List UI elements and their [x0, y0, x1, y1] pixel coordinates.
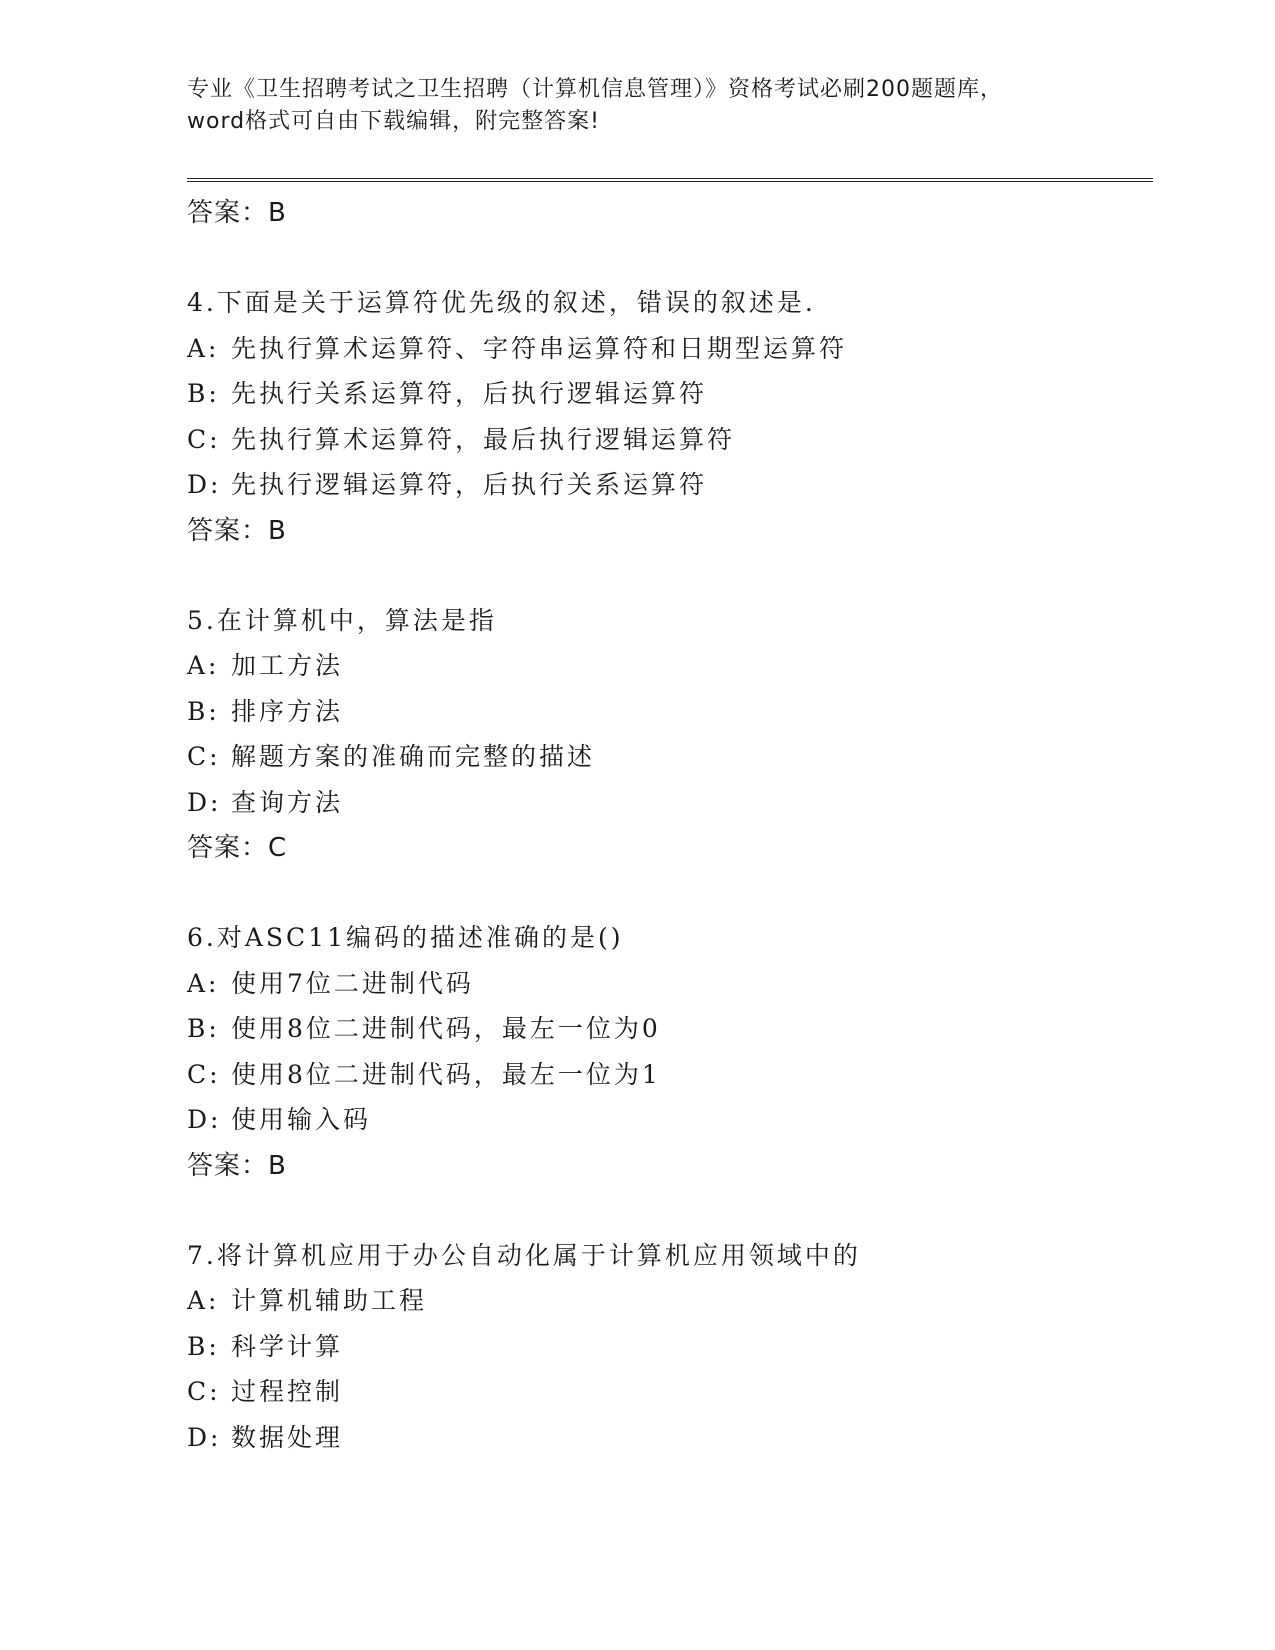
- option-text: 使用7位二进制代码: [231, 968, 474, 998]
- option-c: [187, 734, 1147, 780]
- option-text: 解题方案的准确而完整的描述: [231, 742, 596, 771]
- option-letter: A:: [187, 651, 220, 680]
- option-text: 先执行算术运算符、字符串运算符和日期型运算符: [231, 333, 848, 363]
- option-letter: B:: [187, 379, 220, 408]
- option-letter: A:: [187, 968, 220, 998]
- option-c: [187, 417, 1147, 463]
- question-7: [187, 1233, 1147, 1461]
- option-text: 排序方法: [231, 696, 344, 726]
- option-letter: D:: [187, 470, 222, 499]
- option-a: [187, 643, 1147, 689]
- option-letter: C:: [187, 424, 221, 454]
- option-letter: D:: [187, 1105, 222, 1134]
- option-letter: C:: [187, 1377, 221, 1406]
- question-4: [187, 280, 1147, 554]
- option-letter: D:: [187, 787, 222, 817]
- question-stem: 4.下面是关于运算符优先级的叙述，错误的叙述是.: [187, 288, 816, 317]
- option-letter: B:: [187, 1331, 220, 1361]
- answer-line: 答案：C: [187, 833, 288, 863]
- option-a: [187, 961, 1147, 1007]
- option-text: 加工方法: [231, 651, 344, 680]
- answer-line: 答案：B: [187, 198, 287, 228]
- question-stem: 5.在计算机中，算法是指: [187, 605, 497, 635]
- option-a: [187, 326, 1147, 372]
- question-list: [187, 190, 1147, 1460]
- option-d: [187, 1097, 1147, 1143]
- option-b: [187, 689, 1147, 735]
- option-a: [187, 1278, 1147, 1324]
- option-text: 使用输入码: [231, 1105, 372, 1134]
- option-text: 先执行算术运算符，最后执行逻辑运算符: [231, 424, 736, 454]
- question-stem: 7.将计算机应用于办公自动化属于计算机应用领域中的: [187, 1240, 861, 1270]
- option-letter: A:: [187, 333, 220, 363]
- option-letter: D:: [187, 1422, 222, 1452]
- option-text: 使用8位二进制代码，最左一位为1: [231, 1059, 661, 1089]
- answer-line: 答案：B: [187, 1150, 287, 1181]
- document-header: [187, 74, 1107, 138]
- option-text: 使用8位二进制代码，最左一位为0: [231, 1014, 661, 1043]
- option-letter: C:: [187, 1059, 221, 1089]
- option-b: [187, 371, 1147, 417]
- option-letter: B:: [187, 1014, 220, 1043]
- option-c: [187, 1369, 1147, 1415]
- option-c: [187, 1052, 1147, 1098]
- option-letter: A:: [187, 1286, 220, 1315]
- option-text: 计算机辅助工程: [231, 1286, 428, 1315]
- option-text: 过程控制: [231, 1377, 344, 1406]
- question-5: [187, 598, 1147, 872]
- option-text: 查询方法: [231, 787, 344, 817]
- option-b: [187, 1006, 1147, 1052]
- option-letter: C:: [187, 742, 221, 771]
- option-text: 科学计算: [231, 1331, 344, 1361]
- option-text: 先执行关系运算符，后执行逻辑运算符: [231, 379, 708, 408]
- answer-line: 答案：B: [187, 515, 287, 546]
- header-line-2: word格式可自由下载编辑，附完整答案!: [187, 109, 600, 134]
- option-letter: B:: [187, 696, 220, 726]
- question-6: [187, 915, 1147, 1189]
- option-d: [187, 1415, 1147, 1461]
- header-divider: [187, 178, 1153, 182]
- question-stem: 6.对ASC11编码的描述准确的是(): [187, 923, 624, 952]
- option-d: [187, 780, 1147, 826]
- option-b: [187, 1324, 1147, 1370]
- header-line-1: 专业《卫生招聘考试之卫生招聘（计算机信息管理）》资格考试必刷200题题库，: [187, 77, 1003, 102]
- option-d: [187, 462, 1147, 508]
- option-text: 数据处理: [231, 1422, 344, 1452]
- option-text: 先执行逻辑运算符，后执行关系运算符: [231, 470, 708, 499]
